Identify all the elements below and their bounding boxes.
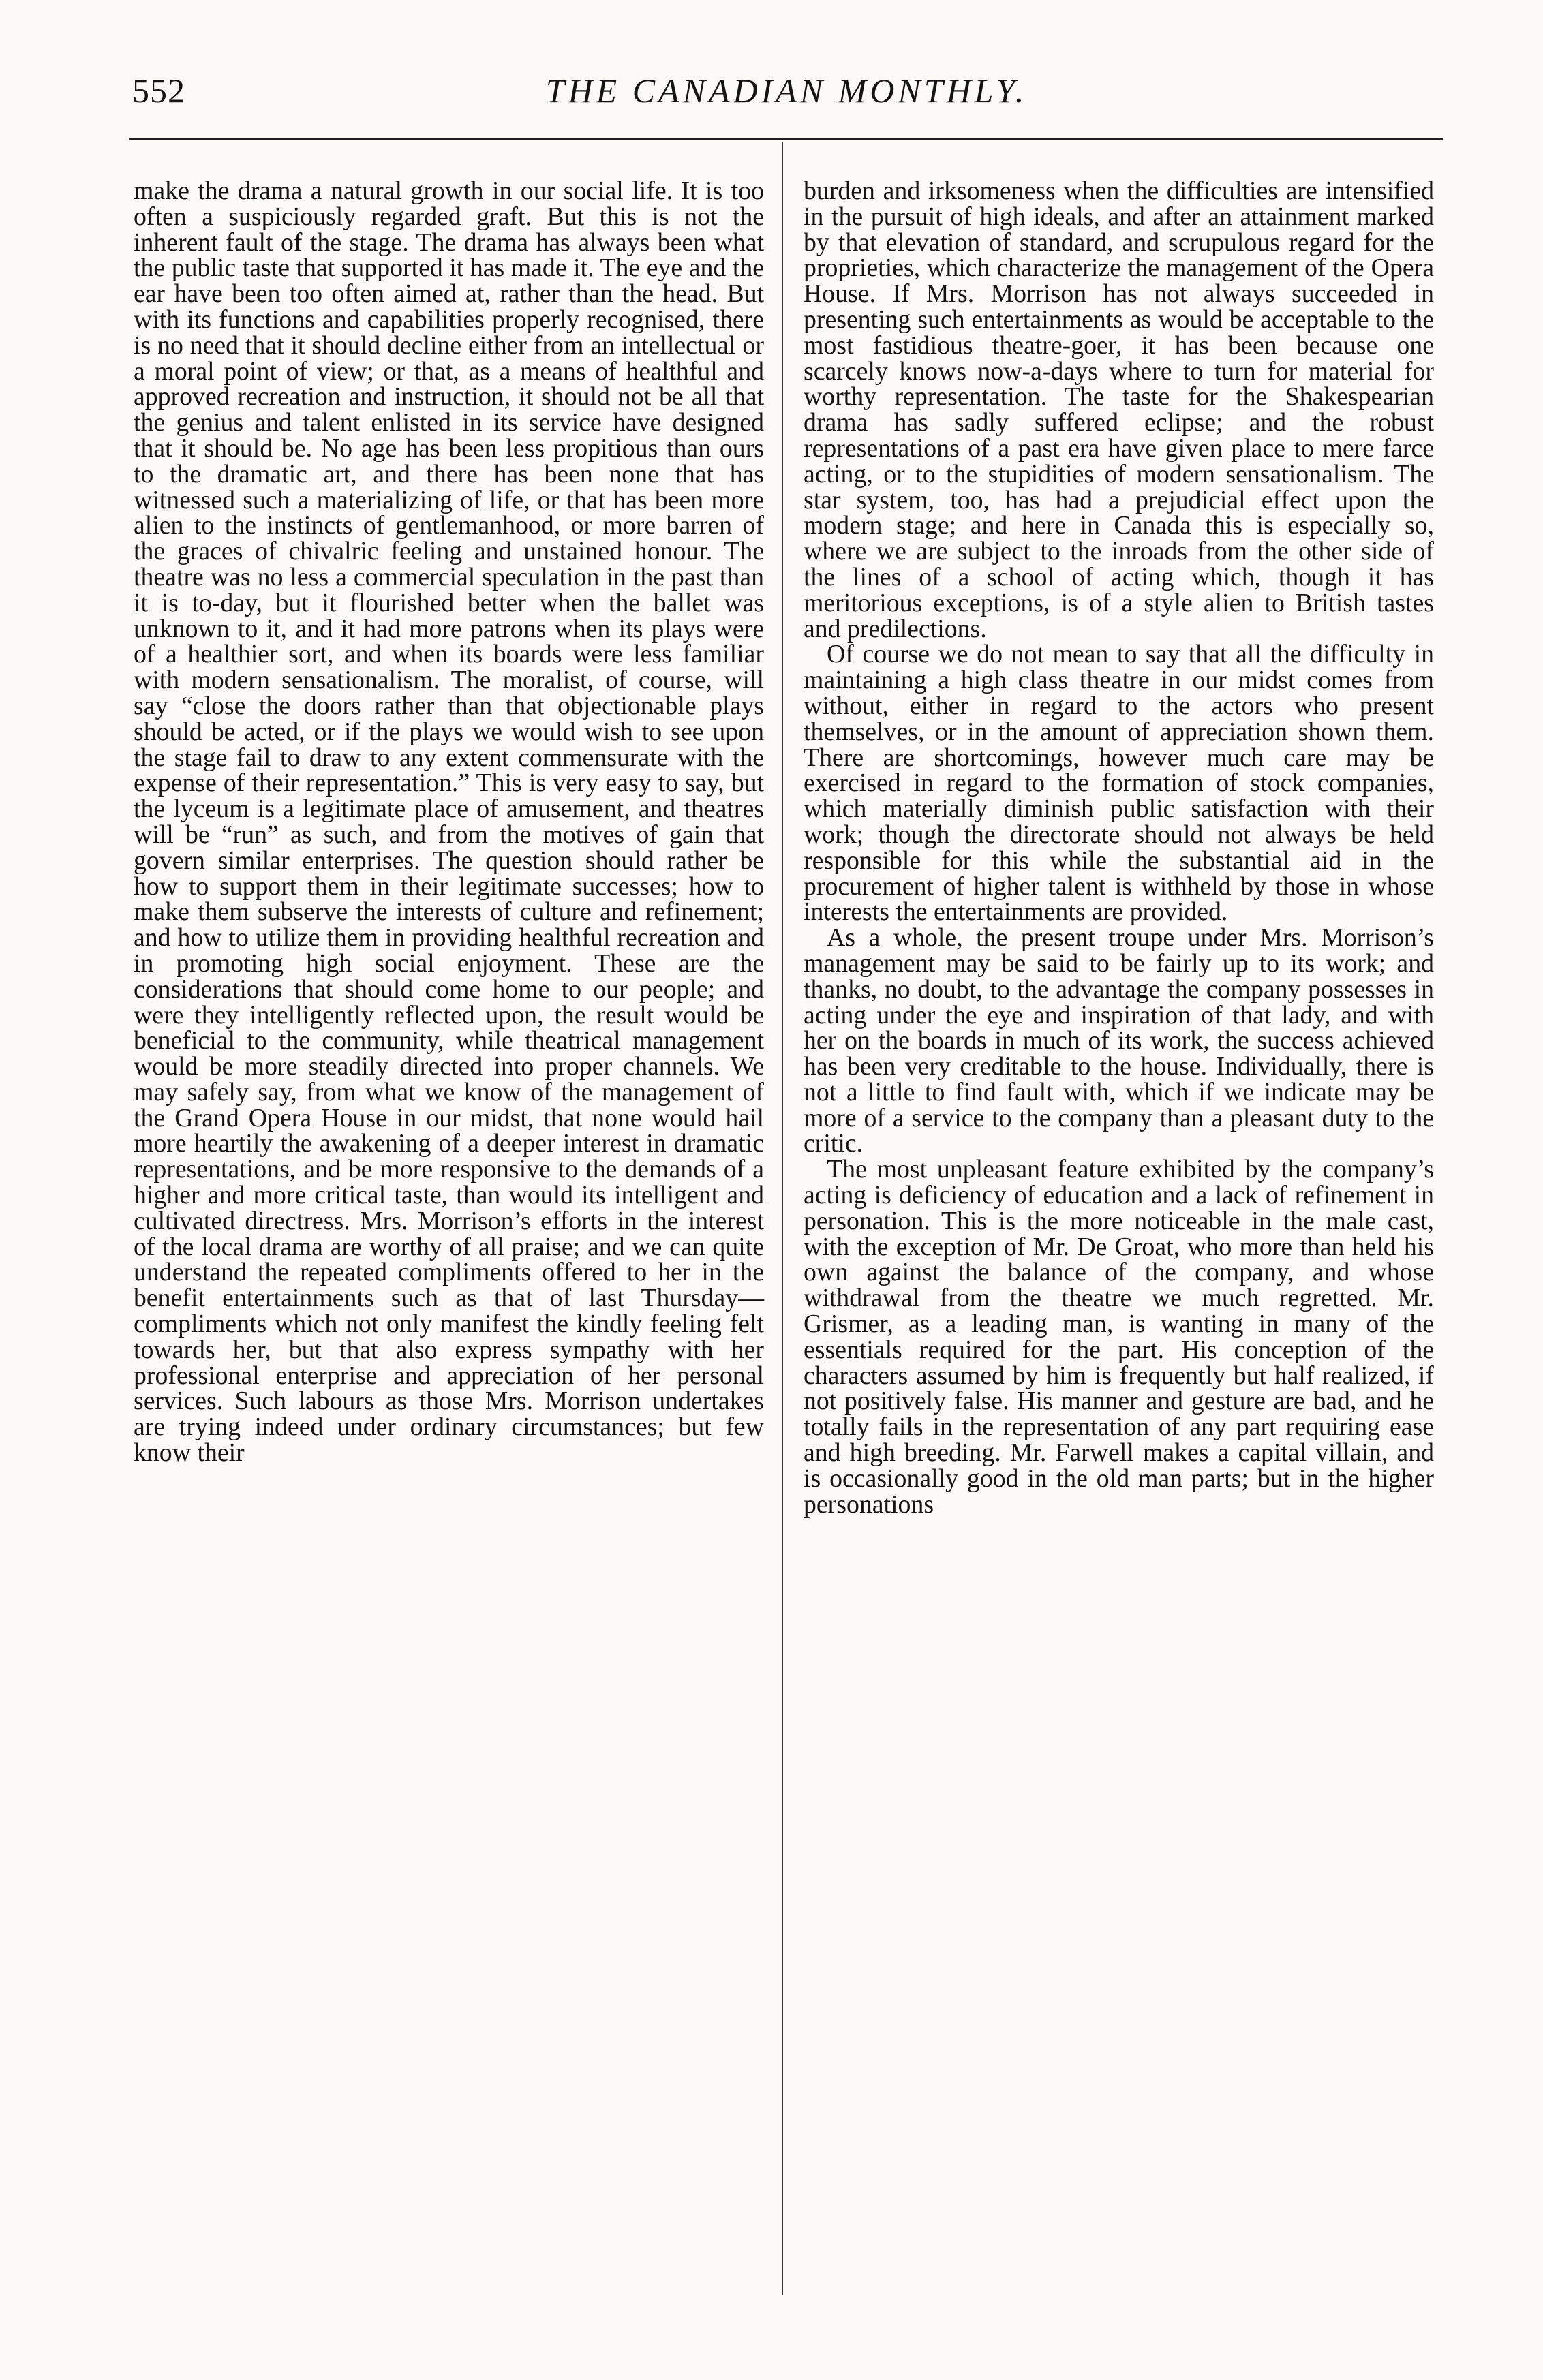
running-title: THE CANADIAN MONTHLY. — [545, 72, 1028, 110]
page-number: 552 — [132, 72, 185, 110]
paragraph: burden and irksomeness when the difficulties are intensified in the pursuit of high ideals, and after an attainment marked by that elevation of standard, and scrupulous regard for the proprieties, which characterize the management of the Opera House. If Mrs. Morrison has not always succeeded in presenting such entertainments as would be acceptable to the most fastidious theatre-goer, it has been because one scarcely knows now-a-days where to turn for material for worthy representation. The taste for the Shakespearian drama has sadly suffered eclipse; and the robust representations of a past era have given place to mere farce acting, or to the stupidities of modern sensationalism. The star system, too, has had a prejudicial effect upon the modern stage; and here in Canada this is especially so, where we are subject to the inroads from the other side of the lines of a school of acting which, though it has meritorious exceptions, is of a style alien to British tastes and predilections. — [804, 176, 1434, 643]
paragraph: make the drama a natural growth in our social life. It is too often a suspiciously regarded graft. But this is not the inherent fault of the stage. The drama has always been what the public taste that supported it has made it. The eye and the ear have been too often aimed at, rather than the head. But with its functions and capabilities properly recognised, there is no need that it should decline either from an intellectual or a moral point of view; or that, as a means of healthful and approved recreation and instruction, it should not be all that the genius and talent enlisted in its service have designed that it should be. No age has been less propitious than ours to the dramatic art, and there has been none that has witnessed such a materializing of life, or that has been more alien to the instincts of gentlemanhood, or more barren of the graces of chivalric feeling and unstained honour. The theatre was no less a commercial speculation in the past than it is to-day, but it flourished better when the ballet was unknown to it, and it had more patrons when its plays were of a healthier sort, and when its boards were less familiar with modern sensationalism. The moralist, of course, will say “close the doors rather than that objectionable plays should be acted, or if the plays we would wish to see upon the stage fail to draw to any extent commensurate with the expense of their representation.” This is very easy to say, but the lyceum is a legitimate place of amusement, and theatres will be “run” as such, and from the motives of gain that govern similar enterprises. The question should rather be how to support them in their legitimate successes; how to make them subserve the interests of culture and refinement; and how to utilize them in providing healthful recreation and in promoting high social enjoyment. These are the considerations that should come home to our people; and were they intelligently reflected upon, the result would be beneficial to the community, while theatrical management would be more steadily directed into proper channels. We may safely say, from what we know of the management of the Grand Opera House in our midst, that none would hail more heartily the awakening of a deeper interest in dramatic representations, and be more responsive to the demands of a higher and more critical taste, than would its intelligent and cultivated directress. Mrs. Morrison’s efforts in the interest of the local drama are worthy of all praise; and we can quite understand the repeated compliments offered to her in the benefit entertainments such as that of last Thursday—compliments which not only manifest the kindly feeling felt towards her, but that also express sympathy with her professional enterprise and appreciation of her personal services. Such labours as those Mrs. Morrison undertakes are trying indeed under ordinary circumstances; but few know their — [134, 176, 764, 1468]
paragraph: Of course we do not mean to say that all the difficulty in maintaining a high class theatre in our midst comes from without, either in regard to the actors who present themselves, or in the amount of appreciation shown them. There are shortcomings, however much care may be exercised in regard to the formation of stock companies, which materially diminish public satisfaction with their work; though the directorate should not always be held responsible for this while the substantial aid in the procurement of higher talent is withheld by those in whose interests the entertainments are provided. — [804, 640, 1434, 927]
left-column — [134, 176, 764, 1468]
header-rule — [129, 138, 1443, 140]
column-divider — [782, 142, 783, 2295]
right-column — [804, 176, 1434, 1519]
paragraph: As a whole, the present troupe under Mrs. Morrison’s management may be said to be fairly up to its work; and thanks, no doubt, to the advantage the company possesses in acting under the eye and inspiration of that lady, and with her on the boards in much of its work, the success achieved has been very creditable to the house. Individually, there is not a little to find fault with, which if we indicate may be more of a service to the company than a pleasant duty to the critic. — [804, 923, 1434, 1158]
paragraph: The most unpleasant feature exhibited by the company’s acting is deficiency of education and a lack of refinement in personation. This is the more noticeable in the male cast, with the exception of Mr. De Groat, who more than held his own against the balance of the company, and whose withdrawal from the theatre we much regretted. Mr. Grismer, as a leading man, is wanting in many of the essentials required for the part. His conception of the characters assumed by him is frequently but half realized, if not positively false. His manner and gesture are bad, and he totally fails in the representation of any part requiring ease and high breeding. Mr. Farwell makes a capital villain, and is occasionally good in the old man parts; but in the higher personations — [804, 1155, 1434, 1519]
page-header — [129, 65, 1443, 120]
